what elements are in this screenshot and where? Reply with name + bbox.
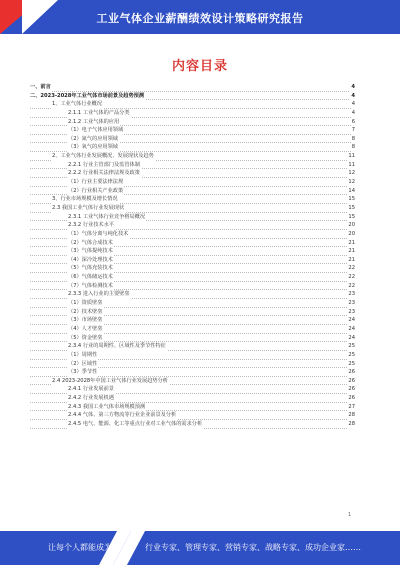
toc-entry-page: 12 bbox=[348, 179, 355, 186]
toc-entry-page: 23 bbox=[348, 291, 355, 298]
toc-entry[interactable] bbox=[30, 169, 355, 178]
toc-entry-page: 24 bbox=[348, 317, 355, 324]
toc-entry[interactable] bbox=[30, 230, 355, 239]
toc-entry[interactable] bbox=[30, 213, 355, 222]
toc-entry-title: （5）气体充装技术 bbox=[68, 265, 113, 272]
toc-entry-page: 28 bbox=[348, 412, 355, 419]
toc-entry[interactable] bbox=[30, 161, 355, 170]
toc-entry-title: 一、前言 bbox=[30, 84, 51, 90]
toc-entry-page: 11 bbox=[348, 153, 355, 160]
footer-roles: 行业专家、管理专家、营销专家、战略专家、成功企业家…… bbox=[145, 543, 361, 552]
toc-entry-title: （7）气体检测技术 bbox=[68, 282, 113, 289]
toc-entry-title: 2.3.3 进入行业的主要壁垒 bbox=[68, 291, 130, 298]
toc-entry-page: 22 bbox=[348, 274, 355, 281]
toc-entry-page: 4 bbox=[351, 109, 355, 116]
toc-entry[interactable] bbox=[30, 342, 355, 351]
toc-entry-title: （3）市场壁垒 bbox=[68, 317, 103, 324]
toc-entry-page: 21 bbox=[348, 239, 355, 246]
toc-entry-title: 2.4 2023-2028年中国工业气体行业发展趋势分析 bbox=[52, 377, 168, 384]
table-of-contents bbox=[30, 83, 355, 429]
toc-entry-page: 25 bbox=[348, 351, 355, 358]
toc-heading: 内容目录 bbox=[171, 59, 228, 74]
toc-entry-title: 2.4.5 电气、能源、化工等重点行业对工业气体的需求分析 bbox=[68, 420, 203, 427]
toc-entry-title: （2）行业相关产业政策 bbox=[68, 187, 124, 194]
toc-entry[interactable] bbox=[30, 152, 355, 161]
toc-entry[interactable] bbox=[30, 118, 355, 127]
toc-entry-title: 2.3.4 行业的周期性、区域性及季节性特征 bbox=[68, 343, 166, 350]
toc-entry-title: （3）季节性 bbox=[68, 369, 98, 376]
toc-entry-title: 3、行业市场规模及增长情况 bbox=[52, 196, 118, 203]
toc-entry-title: （1）电子气体应用领域 bbox=[68, 127, 124, 134]
toc-entry-title: 2.1.1 工业气体的产品分类 bbox=[68, 109, 130, 116]
toc-entry-page: 22 bbox=[348, 282, 355, 289]
toc-entry-page: 14 bbox=[348, 187, 355, 194]
toc-entry-title: 2.4.2 行业发展机遇 bbox=[68, 395, 114, 402]
toc-entry[interactable] bbox=[30, 394, 355, 403]
toc-entry-page: 15 bbox=[348, 204, 355, 211]
toc-entry[interactable] bbox=[30, 204, 355, 213]
page-number: 1 bbox=[348, 512, 352, 518]
toc-entry-title: （4）人才壁垒 bbox=[68, 325, 103, 332]
toc-entry-title: 2.4.3 我国工业气体市场规模预测 bbox=[68, 403, 146, 410]
toc-entry[interactable] bbox=[30, 403, 355, 412]
toc-entry[interactable] bbox=[30, 143, 355, 152]
toc-entry[interactable] bbox=[30, 368, 355, 377]
toc-entry[interactable] bbox=[30, 256, 355, 265]
toc-entry-title: （6）气体储运技术 bbox=[68, 274, 113, 281]
toc-entry[interactable] bbox=[30, 83, 355, 92]
toc-entry[interactable] bbox=[30, 247, 355, 256]
toc-entry[interactable] bbox=[30, 273, 355, 282]
toc-entry-title: 2.3.2 行业技术水平 bbox=[68, 222, 114, 229]
toc-entry-page: 8 bbox=[351, 144, 355, 151]
toc-entry[interactable] bbox=[30, 385, 355, 394]
toc-entry-title: 2.3 我国工业气体行业发展现状 bbox=[52, 204, 125, 211]
toc-entry[interactable] bbox=[30, 316, 355, 325]
toc-entry[interactable] bbox=[30, 109, 355, 118]
toc-entry[interactable] bbox=[30, 100, 355, 109]
toc-entry-title: 2.1.2 工业气体的应用 bbox=[68, 118, 120, 125]
toc-entry[interactable] bbox=[30, 178, 355, 187]
toc-entry-page: 6 bbox=[351, 118, 355, 125]
footer-slogan: 让每个人都能成为 bbox=[48, 543, 112, 552]
toc-entry[interactable] bbox=[30, 264, 355, 273]
toc-entry[interactable] bbox=[30, 92, 355, 101]
toc-entry-page: 21 bbox=[348, 256, 355, 263]
toc-entry-page: 25 bbox=[348, 343, 355, 350]
toc-entry-title: （1）气体分离与纯化技术 bbox=[68, 230, 129, 237]
toc-entry[interactable] bbox=[30, 126, 355, 135]
toc-entry[interactable] bbox=[30, 195, 355, 204]
toc-entry[interactable] bbox=[30, 282, 355, 291]
toc-entry[interactable] bbox=[30, 411, 355, 420]
toc-entry-page: 4 bbox=[351, 101, 355, 108]
toc-entry[interactable] bbox=[30, 325, 355, 334]
toc-entry-title: （5）资金壁垒 bbox=[68, 334, 103, 341]
toc-entry-title: 2.4.4 气体、第三方物流等行业企业前景及分析 bbox=[68, 412, 177, 419]
toc-entry[interactable] bbox=[30, 420, 355, 429]
toc-entry-title: 2.4.1 行业发展前景 bbox=[68, 386, 114, 393]
toc-entry-title: （2）技术壁垒 bbox=[68, 308, 103, 315]
toc-entry-page: 26 bbox=[348, 395, 355, 402]
toc-entry[interactable] bbox=[30, 290, 355, 299]
toc-entry-page: 25 bbox=[348, 360, 355, 367]
toc-entry-title: 2.2.1 行业主管部门及监管体制 bbox=[68, 161, 140, 168]
toc-entry-title: （4）深冷处理技术 bbox=[68, 256, 113, 263]
toc-entry-page: 8 bbox=[351, 135, 355, 142]
toc-entry-page: 22 bbox=[348, 265, 355, 272]
toc-entry-page: 23 bbox=[348, 300, 355, 307]
toc-entry-page: 15 bbox=[348, 213, 355, 220]
toc-entry-page: 20 bbox=[348, 230, 355, 237]
toc-entry-page: 11 bbox=[348, 161, 355, 168]
toc-entry-page: 12 bbox=[348, 170, 355, 177]
toc-entry-title: （3）气体提纯技术 bbox=[68, 248, 113, 255]
toc-entry[interactable] bbox=[30, 187, 355, 196]
toc-entry-title: （1）行业主要法律法规 bbox=[68, 179, 124, 186]
toc-entry[interactable] bbox=[30, 239, 355, 248]
toc-entry-title: 2.2.2 行业相关法律法规及政策 bbox=[68, 170, 140, 177]
toc-entry-title: 2、工业气体行业发展概况、发展现状及趋势 bbox=[52, 153, 154, 160]
toc-entry[interactable] bbox=[30, 308, 355, 317]
toc-entry-page: 21 bbox=[348, 248, 355, 255]
toc-entry-page: 27 bbox=[348, 403, 355, 410]
report-header-banner bbox=[0, 0, 400, 34]
toc-entry-page: 26 bbox=[348, 369, 355, 376]
toc-entry[interactable] bbox=[30, 377, 355, 386]
toc-entry-title: 1、工业气体行业概况 bbox=[52, 101, 102, 108]
toc-entry-title: 2.3.1 工业气体行业竞争格局概况 bbox=[68, 213, 146, 220]
toc-entry-title: （2）区域性 bbox=[68, 360, 98, 367]
toc-entry-title: （2）氮气的应用领域 bbox=[68, 135, 118, 142]
toc-entry-title: （1）资质壁垒 bbox=[68, 300, 103, 307]
toc-entry-page: 7 bbox=[351, 127, 355, 134]
toc-entry[interactable] bbox=[30, 334, 355, 343]
toc-entry[interactable] bbox=[30, 299, 355, 308]
toc-entry[interactable] bbox=[30, 360, 355, 369]
toc-entry-page: 24 bbox=[348, 334, 355, 341]
toc-entry-title: （2）气体合成技术 bbox=[68, 239, 113, 246]
toc-entry-page: 23 bbox=[348, 308, 355, 315]
toc-entry-page: 26 bbox=[348, 377, 355, 384]
footer-banner bbox=[0, 531, 400, 565]
report-title: 工业气体企业薪酬绩效设计策略研究报告 bbox=[96, 12, 304, 25]
toc-entry-page: 4 bbox=[351, 92, 355, 99]
toc-entry-title: （1）周期性 bbox=[68, 351, 98, 358]
toc-entry-title: 二、2023-2028年工业气体市场前景及趋势预测 bbox=[30, 92, 145, 99]
toc-entry-page: 26 bbox=[348, 386, 355, 393]
toc-entry-page: 28 bbox=[348, 420, 355, 427]
toc-entry-page: 24 bbox=[348, 325, 355, 332]
toc-entry[interactable] bbox=[30, 351, 355, 360]
toc-entry-page: 4 bbox=[351, 84, 355, 90]
toc-entry[interactable] bbox=[30, 221, 355, 230]
toc-entry-page: 15 bbox=[348, 196, 355, 203]
toc-entry[interactable] bbox=[30, 135, 355, 144]
toc-entry-page: 20 bbox=[348, 222, 355, 229]
toc-entry-title: （3）氧气的应用领域 bbox=[68, 144, 118, 151]
